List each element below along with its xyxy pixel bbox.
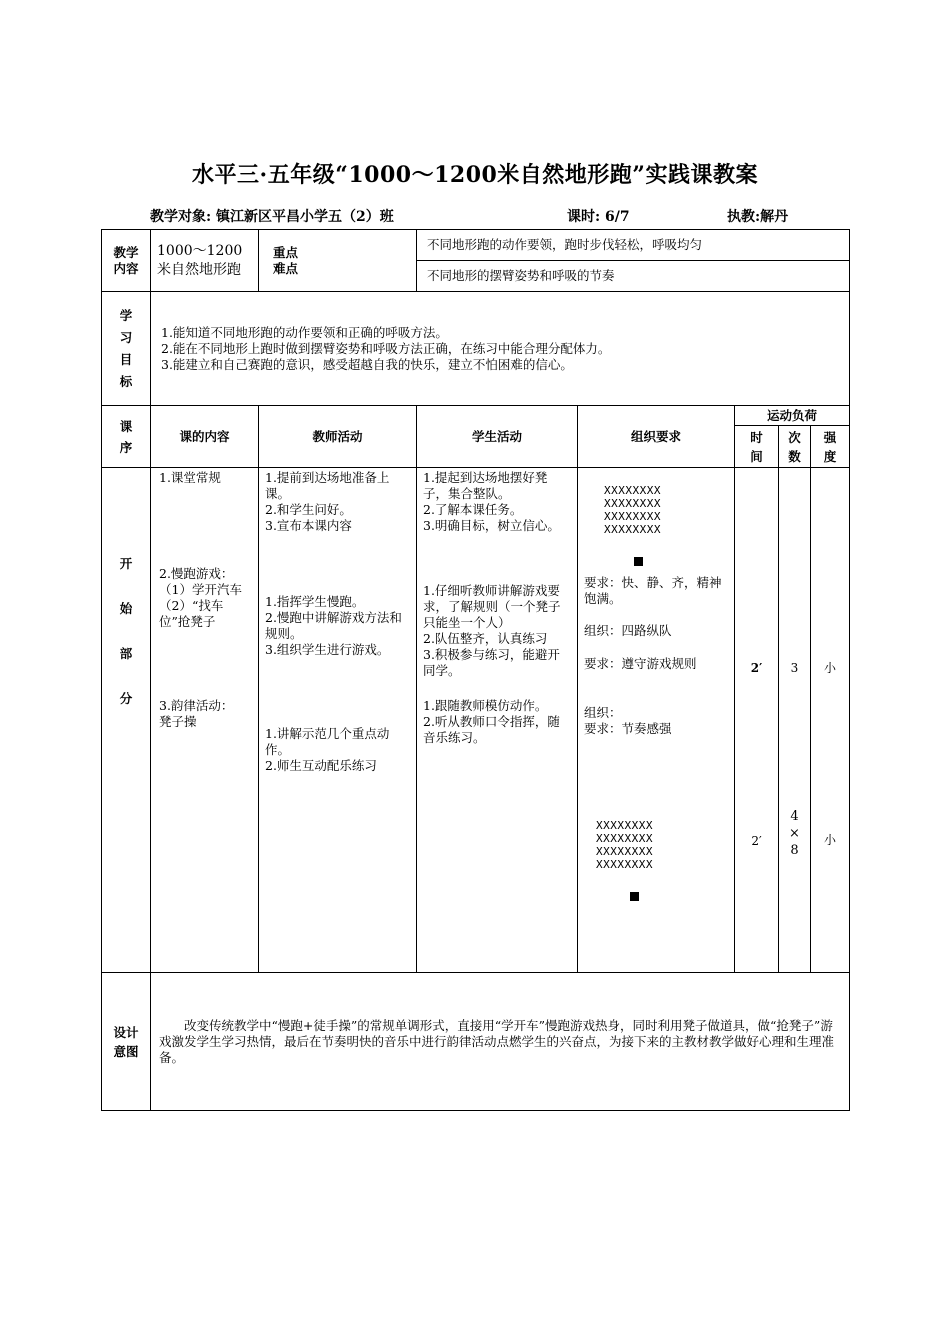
teacher-item: 1.提前到达场地准备上课。 2.和学生问好。 3.宣布本课内容 xyxy=(265,470,390,533)
count-value-1: 3 xyxy=(790,661,799,675)
student-activity xyxy=(417,468,578,973)
teacher-marker-icon xyxy=(630,892,639,901)
key-point: 不同地形跑的动作要领，跑时步伐轻松，呼吸均匀 xyxy=(417,230,850,261)
difficulty-point: 不同地形的摆臂姿势和呼吸的节奏 xyxy=(417,261,850,292)
goal-item: 2.能在不同地形上跑时做到摆臂姿势和呼吸方法正确，在练习中能合理分配体力。 xyxy=(161,340,611,356)
goal-item: 1.能知道不同地形跑的动作要领和正确的呼吸方法。 xyxy=(161,324,448,340)
header-organization: 组织要求 xyxy=(578,406,735,468)
header-content: 课的内容 xyxy=(151,406,259,468)
class-hours: 课时: 6/7 xyxy=(567,209,630,225)
header-count: 次 数 xyxy=(779,426,811,468)
content-item: 2.慢跑游戏： （1）学开汽车 （2）“找车位”抢凳子 xyxy=(159,566,242,629)
teaching-content: 1000～1200米自然地形跑 xyxy=(151,230,259,292)
start-section-label: 开 始 部 分 xyxy=(102,468,151,973)
count-value-2: 4 × 8 xyxy=(789,809,800,858)
design-intent-label: 设计 意图 xyxy=(102,973,151,1111)
learning-goals-label: 学 习 目 标 xyxy=(102,292,151,406)
student-item: 1.提起到达场地摆好凳子，集合整队。 2.了解本课任务。 3.明确目标，树立信心。 xyxy=(423,470,560,533)
formation-diagram-2: XXXXXXXX XXXXXXXX XXXXXXXX XXXXXXXX xyxy=(596,819,653,871)
learning-goals xyxy=(151,292,850,406)
header-exercise-load: 运动负荷 xyxy=(735,406,850,426)
load-intensity xyxy=(811,468,850,973)
load-count xyxy=(779,468,811,973)
goal-item: 3.能建立和自己赛跑的意识，感受超越自我的快乐，建立不怕困难的信心。 xyxy=(161,356,573,372)
header-time: 时 间 xyxy=(735,426,779,468)
load-time xyxy=(735,468,779,973)
header-intensity: 强 度 xyxy=(811,426,850,468)
requirement-1: 要求：快、静、齐，精神饱满。 xyxy=(584,575,722,606)
time-value-1: 2′ xyxy=(750,661,763,675)
content-item: 3.韵律活动： 凳子操 xyxy=(159,698,234,729)
student-item: 1.仔细听教师讲解游戏要求，了解规则（一个凳子只能坐一个人） 2.队伍整齐，认真练习 3.积极参与练习，能避开同学。 xyxy=(423,583,561,678)
requirement-3: 要求：节奏感强 xyxy=(584,721,672,736)
teaching-target: 教学对象: 镇江新区平昌小学五（2）班 xyxy=(150,209,394,225)
teacher-item: 1.讲解示范几个重点动作。 2.师生互动配乐练习 xyxy=(265,726,390,773)
formation-diagram-1: XXXXXXXX XXXXXXXX XXXXXXXX XXXXXXXX xyxy=(604,484,661,536)
lesson-plan-table xyxy=(101,229,850,1111)
intensity-value-2: 小 xyxy=(823,833,836,847)
header-student: 学生活动 xyxy=(417,406,578,468)
teacher-item: 1.指挥学生慢跑。 2.慢跑中讲解游戏方法和规则。 3.组织学生进行游戏。 xyxy=(265,594,402,657)
teacher-name: 执教:解丹 xyxy=(727,209,789,225)
student-item: 1.跟随教师模仿动作。 2.听从教师口令指挥，随音乐练习。 xyxy=(423,698,560,745)
organization-requirements xyxy=(578,468,735,973)
intensity-value-1: 小 xyxy=(823,661,836,675)
teacher-activity xyxy=(259,468,417,973)
content-item: 1.课堂常规 xyxy=(159,470,221,485)
design-intent-text: 改变传统教学中“慢跑+徒手操”的常规单调形式，直接用“学开车”慢跑游戏热身，同时利用凳子做道具，做“抢凳子”游戏激发学生学习热情，最后在节奏明快的音乐中进行韵律活动点燃学生的兴奋点，为接下来的主教材教学做好心理和生理准备。 xyxy=(151,973,850,1111)
start-content xyxy=(151,468,259,973)
organization-2: 组织： xyxy=(584,705,622,720)
teaching-content-label: 教学 内容 xyxy=(102,230,151,292)
page-title: 水平三·五年级“1000～1200米自然地形跑”实践课教案 xyxy=(192,162,758,188)
requirement-2: 要求：遵守游戏规则 xyxy=(584,656,697,671)
teacher-marker-icon xyxy=(634,557,643,566)
time-value-2: 2′ xyxy=(751,834,762,848)
organization-1: 组织：四路纵队 xyxy=(584,623,672,638)
key-difficulty-label: 重点 难点 xyxy=(259,230,417,292)
header-order: 课 序 xyxy=(102,406,151,468)
header-teacher: 教师活动 xyxy=(259,406,417,468)
